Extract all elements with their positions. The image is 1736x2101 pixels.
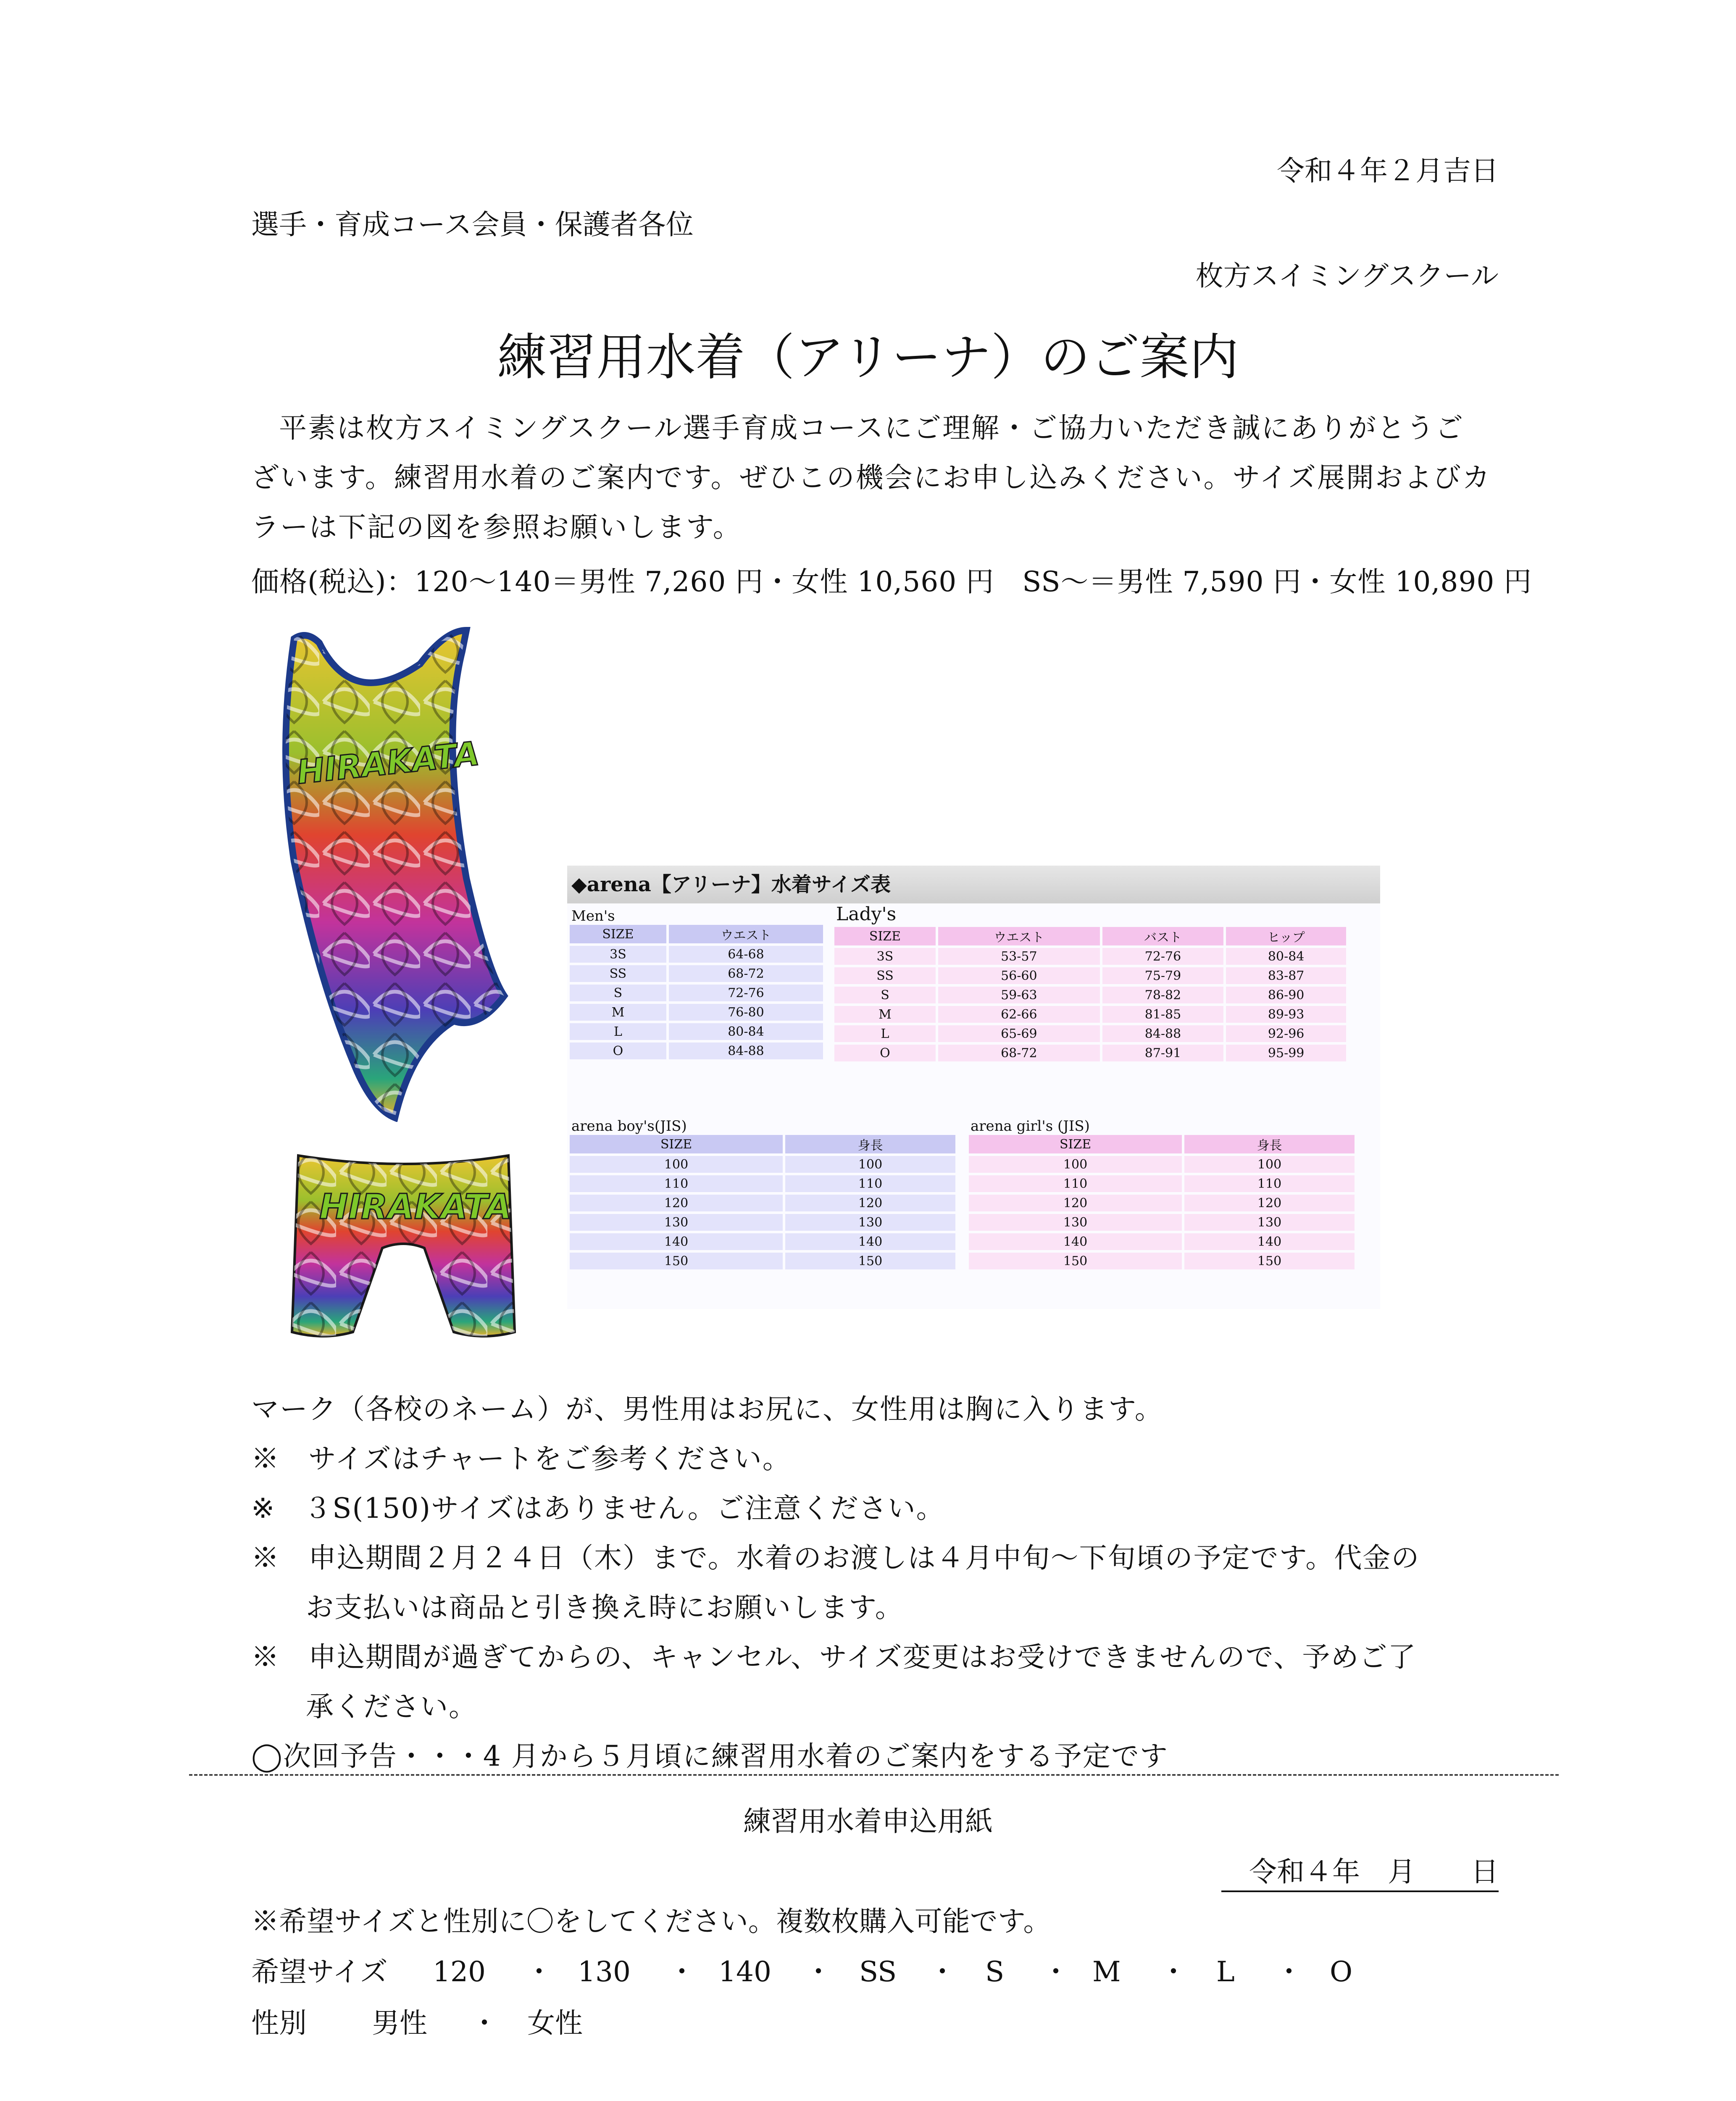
girls-cell: 100 — [1184, 1156, 1355, 1173]
boys-label: arena boy's(JIS) — [571, 1118, 687, 1135]
mens-row — [570, 985, 823, 1001]
ladys-cell: 84-88 — [1102, 1025, 1224, 1042]
size-option-120[interactable]: 120 — [433, 1956, 486, 1988]
note-3s: ※ ３S(150)サイズはありません。ご注意ください。 — [251, 1492, 945, 1524]
girls-cell: 150 — [1184, 1253, 1355, 1269]
mens-cell: 68-72 — [669, 965, 823, 982]
girls-cell: 120 — [969, 1195, 1182, 1211]
ladys-cell: 80-84 — [1226, 948, 1346, 965]
ladys-cell: 81-85 — [1102, 1006, 1224, 1023]
ladys-cell: 68-72 — [938, 1045, 1100, 1061]
boys-cell: 130 — [570, 1214, 783, 1231]
mens-col-size: SIZE — [570, 925, 666, 943]
boys-cell: 100 — [570, 1156, 783, 1173]
mens-label: Men's — [571, 908, 615, 924]
ladys-cell: 86-90 — [1226, 987, 1346, 1003]
separator: ・ — [1160, 1956, 1187, 1988]
size-label: 希望サイズ — [251, 1956, 388, 1988]
separator: ・ — [471, 2007, 498, 2039]
sender: 枚方スイミングスクール — [1195, 260, 1499, 292]
girls-cell: 110 — [1184, 1175, 1355, 1192]
boys-row — [570, 1233, 955, 1250]
boys-cell: 150 — [570, 1253, 783, 1269]
swimsuit-logo-male: HIRAKATA — [319, 1187, 512, 1227]
ladys-row — [834, 967, 1346, 984]
boys-row — [570, 1195, 955, 1211]
girls-cell: 140 — [969, 1233, 1182, 1250]
girls-row — [969, 1195, 1355, 1211]
size-option-l[interactable]: L — [1216, 1956, 1235, 1988]
size-option-s[interactable]: S — [985, 1956, 1005, 1988]
ladys-size-table — [832, 924, 1349, 1064]
boys-row — [570, 1156, 955, 1173]
gender-label: 性別 — [251, 2007, 307, 2039]
page-title: 練習用水着（アリーナ）のご案内 — [497, 328, 1239, 386]
ladys-cell: 89-93 — [1226, 1006, 1346, 1023]
ladys-cell: 83-87 — [1226, 967, 1346, 984]
intro-paragraph — [251, 403, 1516, 552]
mens-cell: 64-68 — [669, 946, 823, 963]
girls-cell: 150 — [969, 1253, 1182, 1269]
boys-cell: 130 — [785, 1214, 955, 1231]
boys-col-size: SIZE — [570, 1135, 783, 1153]
girls-cell: 130 — [1184, 1214, 1355, 1231]
boys-size-table — [567, 1132, 958, 1272]
ladys-label: Lady's — [836, 903, 897, 925]
boys-cell: 120 — [785, 1195, 955, 1211]
girls-col-height: 身長 — [1184, 1135, 1355, 1153]
size-option-130[interactable]: 130 — [578, 1956, 631, 1988]
mens-cell: 80-84 — [669, 1023, 823, 1040]
ladys-cell: M — [834, 1006, 936, 1023]
girls-cell: 110 — [969, 1175, 1182, 1192]
girls-cell: 130 — [969, 1214, 1182, 1231]
size-option-o[interactable]: O — [1330, 1956, 1353, 1988]
note-cancel-b: 承ください。 — [306, 1690, 477, 1723]
mens-cell: 76-80 — [669, 1004, 823, 1021]
ladys-row — [834, 1006, 1346, 1023]
cut-line — [189, 1774, 1559, 1776]
mens-col-waist: ウエスト — [669, 925, 823, 943]
ladys-row — [834, 948, 1346, 965]
ladys-col-bust: バスト — [1102, 927, 1224, 945]
ladys-col-waist: ウエスト — [938, 927, 1100, 945]
note-size-chart: ※ サイズはチャートをご参考ください。 — [251, 1443, 791, 1475]
ladys-cell: 65-69 — [938, 1025, 1100, 1042]
ladys-cell: O — [834, 1045, 936, 1061]
issue-date: 令和４年２月吉日 — [1277, 155, 1499, 187]
girls-row — [969, 1214, 1355, 1231]
boys-row — [570, 1175, 955, 1192]
girls-label: arena girl's (JIS) — [971, 1118, 1090, 1135]
boys-cell: 120 — [570, 1195, 783, 1211]
boys-cell: 140 — [570, 1233, 783, 1250]
ladys-cell: L — [834, 1025, 936, 1042]
mens-cell: S — [570, 985, 666, 1001]
note-cancel-a: ※ 申込期間が過ぎてからの、キャンセル、サイズ変更はお受けできませんので、予めご了 — [251, 1641, 1417, 1673]
separator: ・ — [1042, 1956, 1070, 1988]
size-option-m[interactable]: M — [1092, 1956, 1121, 1988]
girls-row — [969, 1233, 1355, 1250]
ladys-row — [834, 1045, 1346, 1061]
intro-line-2: ざいます。練習用水着のご案内です。ぜひこの機会にお申し込みください。サイズ展開およびカ — [251, 461, 1491, 494]
girls-cell: 120 — [1184, 1195, 1355, 1211]
boys-row — [570, 1214, 955, 1231]
separator: ・ — [805, 1956, 832, 1988]
boys-cell: 110 — [570, 1175, 783, 1192]
size-chart — [567, 866, 1380, 1309]
intro-line-1: 平素は枚方スイミングスクール選手育成コースにご理解・ご協力いただき誠にありがとうご — [279, 412, 1465, 444]
ladys-row — [834, 1025, 1346, 1042]
ladys-cell: SS — [834, 967, 936, 984]
boys-cell: 110 — [785, 1175, 955, 1192]
boys-cell: 100 — [785, 1156, 955, 1173]
girls-row — [969, 1175, 1355, 1192]
boys-cell: 150 — [785, 1253, 955, 1269]
mens-size-table — [567, 922, 826, 1062]
mens-cell: 3S — [570, 946, 666, 963]
ladys-cell: 72-76 — [1102, 948, 1224, 965]
mens-cell: O — [570, 1043, 666, 1059]
ladys-col-size: SIZE — [834, 927, 936, 945]
mens-cell: 72-76 — [669, 985, 823, 1001]
mens-cell: 84-88 — [669, 1043, 823, 1059]
ladys-cell: 92-96 — [1226, 1025, 1346, 1042]
boys-col-height: 身長 — [785, 1135, 955, 1153]
girls-col-size: SIZE — [969, 1135, 1182, 1153]
form-instruction: ※希望サイズと性別に〇をしてください。複数枚購入可能です。 — [251, 1905, 1051, 1938]
separator: ・ — [1275, 1956, 1303, 1988]
mens-row — [570, 1043, 823, 1059]
ladys-cell: 62-66 — [938, 1006, 1100, 1023]
price-line: 価格(税込)：120～140＝男性 7,260 円・女性 10,560 円 SS～＝男性 7,590 円・女性 10,890 円 — [251, 566, 1532, 598]
ladys-col-hip: ヒップ — [1226, 927, 1346, 945]
swimsuit-logo-female: HIRAKATA — [295, 735, 481, 792]
ladys-cell: 95-99 — [1226, 1045, 1346, 1061]
girls-size-table — [966, 1132, 1357, 1272]
boys-cell: 140 — [785, 1233, 955, 1250]
mens-row — [570, 1023, 823, 1040]
mens-cell: L — [570, 1023, 666, 1040]
addressee: 選手・育成コース会員・保護者各位 — [251, 208, 694, 241]
female-swimsuit-image — [269, 626, 529, 1122]
ladys-cell: 59-63 — [938, 987, 1100, 1003]
note-period-b: お支払いは商品と引き換え時にお願いします。 — [306, 1591, 904, 1624]
ladys-row — [834, 987, 1346, 1003]
size-chart-header: ◆arena【アリーナ】水着サイズ表 — [567, 866, 1380, 903]
separator: ・ — [928, 1956, 956, 1988]
gender-option-female[interactable]: 女性 — [527, 2007, 583, 2039]
girls-row — [969, 1253, 1355, 1269]
girls-cell: 140 — [1184, 1233, 1355, 1250]
form-date[interactable]: 令和４年 月 日 — [1221, 1853, 1499, 1892]
gender-option-male[interactable]: 男性 — [372, 2007, 427, 2039]
size-option-140[interactable]: 140 — [718, 1956, 771, 1988]
mens-cell: M — [570, 1004, 666, 1021]
ladys-cell: 78-82 — [1102, 987, 1224, 1003]
ladys-cell: 53-57 — [938, 948, 1100, 965]
separator: ・ — [668, 1956, 696, 1988]
note-period-a: ※ 申込期間２月２４日（木）まで。水着のお渡しは４月中旬～下旬頃の予定です。代金の — [251, 1542, 1420, 1574]
mens-row — [570, 1004, 823, 1021]
girls-row — [969, 1156, 1355, 1173]
male-swimsuit-image — [286, 1147, 521, 1345]
girls-cell: 100 — [969, 1156, 1182, 1173]
form-title: 練習用水着申込用紙 — [743, 1805, 993, 1838]
mens-row — [570, 965, 823, 982]
ladys-cell: S — [834, 987, 936, 1003]
size-option-ss[interactable]: SS — [859, 1956, 897, 1988]
ladys-cell: 56-60 — [938, 967, 1100, 984]
boys-row — [570, 1253, 955, 1269]
note-next: ◯次回予告・・・4 月から５月頃に練習用水着のご案内をする予定です — [251, 1740, 1168, 1772]
ladys-cell: 3S — [834, 948, 936, 965]
ladys-cell: 75-79 — [1102, 967, 1224, 984]
separator: ・ — [525, 1956, 553, 1988]
mens-row — [570, 946, 823, 963]
note-mark: マーク（各校のネーム）が、男性用はお尻に、女性用は胸に入ります。 — [251, 1393, 1163, 1425]
mens-cell: SS — [570, 965, 666, 982]
intro-line-3: ラーは下記の図を参照お願いします。 — [251, 511, 742, 543]
ladys-cell: 87-91 — [1102, 1045, 1224, 1061]
